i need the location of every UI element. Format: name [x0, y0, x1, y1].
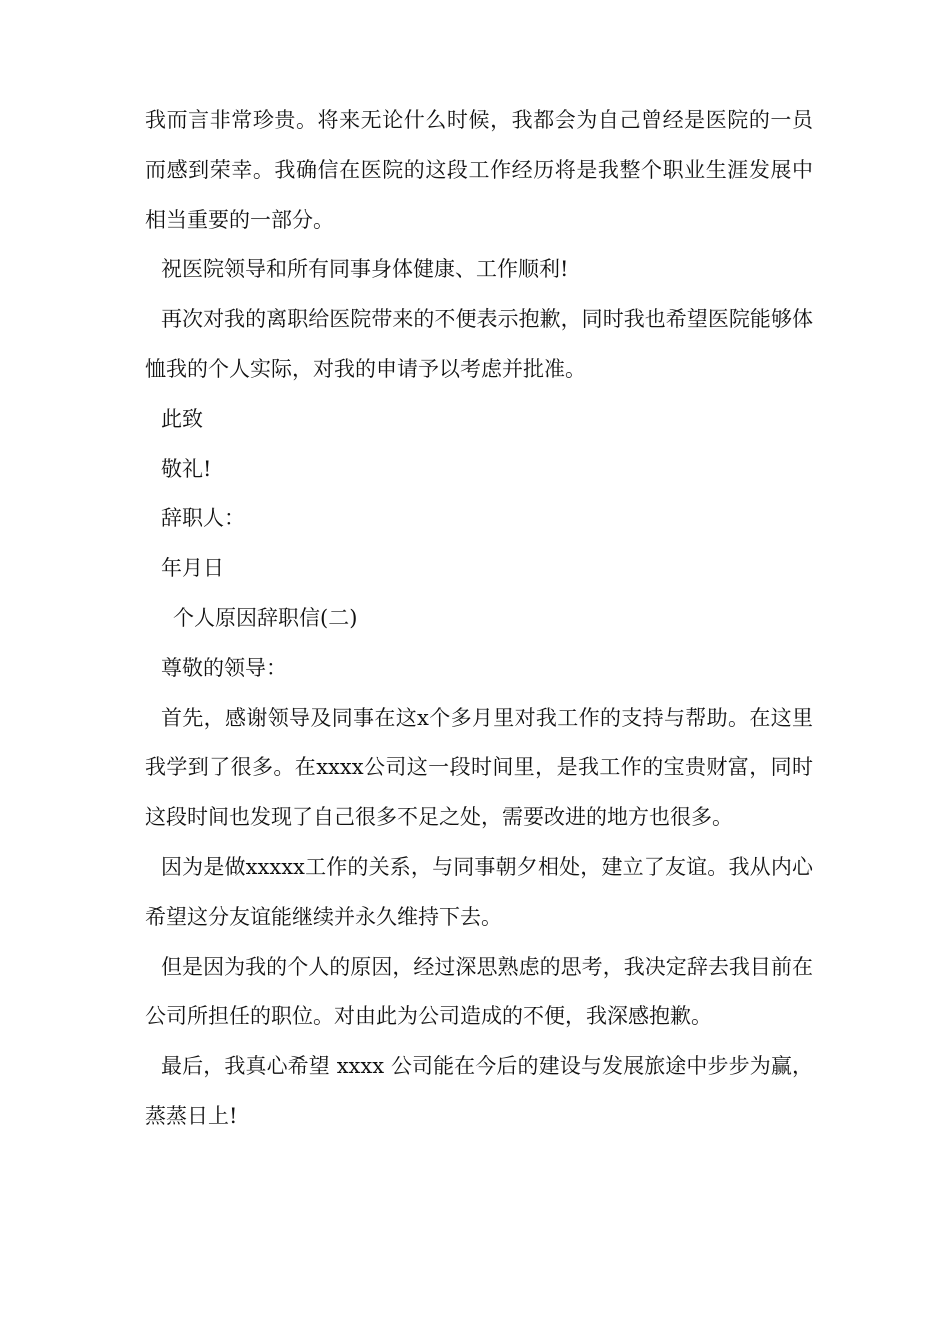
greeting: 尊敬的领导： [161, 655, 287, 680]
paragraph-continuation: 我而言非常珍贵。将来无论什么时候，我都会为自己曾经是医院的一员而感到荣幸。我确信在医院的这段工作经历将是我整个职业生涯发展中相当重要的一部分。 [145, 108, 813, 232]
closing-salutation: 此致 [161, 406, 203, 431]
closing-regards: 敬礼! [161, 456, 212, 481]
paragraph-thanks: 首先，感谢领导及同事在这x个多月里对我工作的支持与帮助。在这里我学到了很多。在xxxx公司这一段时间里，是我工作的宝贵财富，同时这段时间也发现了自己很多不足之处，需要改进的地方也很多。 [145, 705, 813, 830]
document-body [145, 96, 813, 1142]
date-label: 年月日 [161, 556, 224, 581]
paragraph-final-wishes: 最后，我真心希望 xxxx 公司能在今后的建设与发展旅途中步步为赢，蒸蒸日上! [145, 1054, 813, 1128]
signature-label: 辞职人： [161, 506, 245, 531]
paragraph-friendship: 因为是做xxxxx工作的关系，与同事朝夕相处，建立了友谊。我从内心希望这分友谊能继续并永久维持下去。 [145, 854, 813, 929]
paragraph-resignation: 但是因为我的个人的原因，经过深思熟虑的思考，我决定辞去我目前在公司所担任的职位。对由此为公司造成的不便，我深感抱歉。 [145, 954, 813, 1029]
paragraph-apology: 再次对我的离职给医院带来的不便表示抱歉，同时我也希望医院能够体恤我的个人实际，对我的申请予以考虑并批准。 [145, 307, 813, 381]
paragraph-wishes: 祝医院领导和所有同事身体健康、工作顺利! [161, 257, 569, 282]
section-heading: 个人原因辞职信(二) [173, 605, 358, 630]
